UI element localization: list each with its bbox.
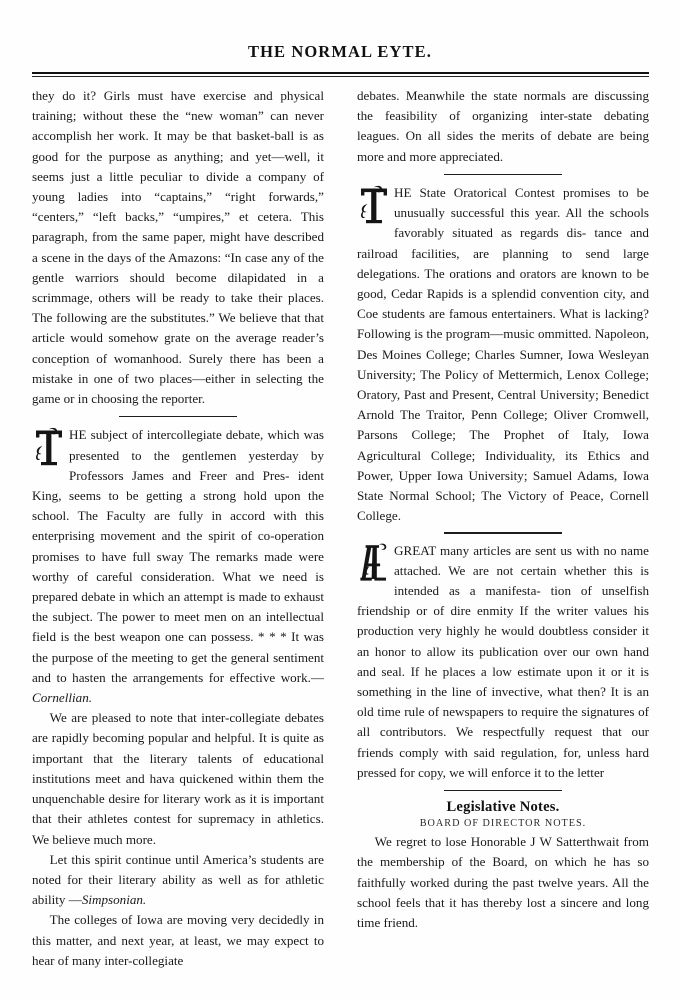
page-title: THE NORMAL EYTE. <box>247 42 432 61</box>
masthead <box>32 44 648 61</box>
source-attribution-simpsonian: Simpsonian. <box>81 892 147 908</box>
paragraph-oratorical-contest <box>357 183 649 526</box>
dropcap-line-3: whether this is intended as a manifesta- <box>394 562 650 599</box>
paragraph-articles-body: tion of unselfish friendship or of dire enmity If the writer values his production very highly he would doubtless consider it an honor to allow its publication over our own hand and seal. If he places a low estimate upon it or it is something in the line of invective, what then? It is an old time rule of newspapers to require the signatures of all contributors. We respectfully request that our friends comply with said regulation, for, unless hard pressed for copy, we will enforce it to the letter <box>357 583 649 780</box>
paragraph-anonymous-articles <box>357 541 649 783</box>
paragraph-board-notes: We regret to lose Honorable J W Satterthwait from the membership of the Board, on which he has so faithfully worked during the past twelve years. All the school feels that it has thereby lost a sincere and long time friend. <box>357 834 649 931</box>
ornamental-dropcap-a-icon <box>357 542 391 584</box>
column-right <box>357 86 649 966</box>
paragraph-spirit-text: Let this spirit continue until America’s students are noted for their literary ability as well as for athletic ability — <box>32 851 324 908</box>
paragraph-debates-continued: debates. Meanwhile the state normals are discussing the feasibility of organizing inter-state debating leagues. On all sides the merits of debate are being more and more appreciated. <box>357 88 649 164</box>
section-divider <box>444 532 562 533</box>
paragraph-debate-body: ident King, seems to be getting a strong hold upon the school. The Faculty are fully in accord with this enterprising movement and the spirit of co-operation promises to have full sway The remarks made were worthy of careful consideration. What we need is prepared debate in which an attempt is made to exhaust the subject. The power to meet men on an intellectual field is the best weapon one can possess. * * * It was the purpose of the meeting to get the general sentiment and to hasten the arrangements for effective work.— <box>32 467 324 685</box>
article-columns <box>32 86 649 966</box>
paragraph-intercollegiate-debate <box>32 425 324 708</box>
section-heading-legislative-notes: Legislative Notes. <box>446 799 560 816</box>
dropcap-line-2: no name attached. We are not certain <box>394 542 649 578</box>
masthead-rule-thin <box>32 76 649 77</box>
source-attribution-cornellian: Cornellian. <box>32 690 93 706</box>
dropcap-line-3: schools favorably situated as regards dis- <box>394 205 649 241</box>
section-divider <box>444 174 562 175</box>
ornamental-dropcap-t-icon <box>357 184 391 226</box>
masthead-rule-thick <box>32 72 649 74</box>
masthead-rule <box>32 72 649 77</box>
dropcap-line-2: was presented to the gentlemen yesterday <box>69 427 324 463</box>
paragraph-basketball: they do it? Girls must have exercise and physical training; without these the “new woman” can never accomplish her work. It may be that basket-ball is as good for the purpose as anything; and yet—well, it seems just a little peculiar to divide a company of young ladies into “captains,” “right forwards,” “centers,” “left backs,” “umpires,” et cetera. This paragraph, from the same paper, might have described a scene in the days of the Amazons: “In case any of the gentle warriors should become dilapidated in a scrimmage, others will be ready to take their places. The following are the substitutes.” We believe that that article would somehow grate on the average reader’s conception of womanhood. Surely there has been a mistake in one of two places—either in selecting the game or in choosing the reporter. <box>32 88 324 407</box>
section-divider <box>444 790 562 791</box>
section-divider <box>119 416 237 417</box>
dropcap-line-2: unusually successful this year. All the <box>394 205 604 221</box>
subsection-heading-board-of-director-notes: BOARD OF DIRECTOR NOTES. <box>419 818 587 830</box>
paragraph-spirit <box>32 850 324 911</box>
dropcap-line-3: by Professors James and Freer and Pres- <box>69 447 324 483</box>
dropcap-line-1: GREAT many articles are sent us with <box>394 542 600 558</box>
paragraph-oratorical-body: tance and railroad facilities, are planning to send large delegations. The orations and orators are known to be good, Cedar Rapids is a splendid convention city, and Coe students are famous entertainers. What is lacking? Following is the program—music ommitted. Napoleon, Des Moines College; Charles Sumner, Iowa Wesleyan University; The Policy of Mettermich, Lenox College; Oratory, Past and Present, Central University; Benedict Arnold The Traitor, Penn College; Oliver Cromwell, Parsons College; The Prophet of Italy, Iowa Agricultural College; Individuality, its Ethics and Power, Upper Iowa University; Samuel Adams, Iowa State Normal School; The Victory of Peace, Cornell College. <box>357 225 649 524</box>
paragraph-iowa-colleges: The colleges of Iowa are moving very decidedly in this matter, and next year, at least, we may expect to hear of many inter-collegiate <box>32 912 324 968</box>
ornamental-dropcap-t-icon <box>32 426 66 468</box>
paragraph-inter-collegiate-debates: We are pleased to note that inter-collegiate debates are rapidly becoming popular and helpful. It is quite as important that the literary talents of educational institutions meet and hava quickened within them the unquenchable desire for literary work as it is important that their athletes contest for supremacy in athletics. We believe much more. <box>32 710 324 847</box>
column-left <box>32 86 324 966</box>
dropcap-line-1: HE subject of intercollegiate debate, which <box>69 427 300 443</box>
dropcap-line-1: HE State Oratorical Contest promises to be <box>394 185 649 200</box>
